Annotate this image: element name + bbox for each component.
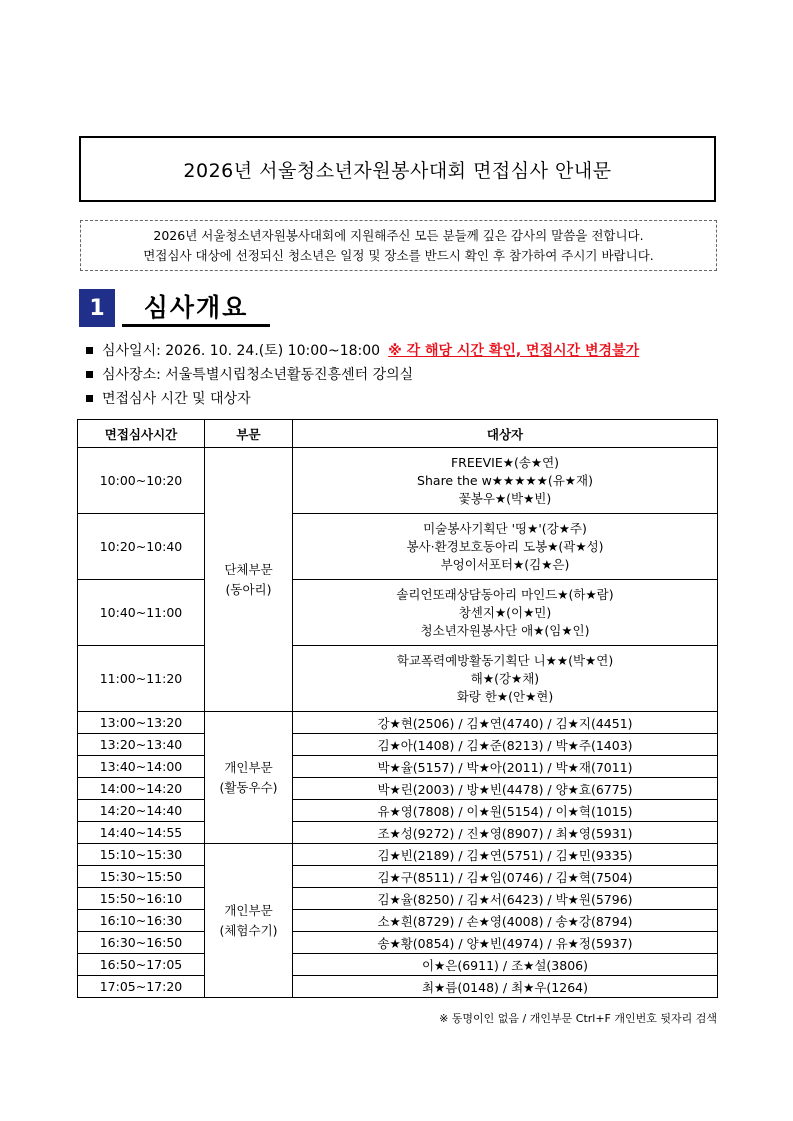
- time-cell: 15:50~16:10: [78, 888, 205, 910]
- participants-cell: 박★린(2003) / 방★빈(4478) / 양★효(6775): [293, 778, 718, 800]
- category-label: 개인부문: [224, 759, 273, 775]
- time-cell: 16:10~16:30: [78, 910, 205, 932]
- time-cell: 11:00~11:20: [78, 646, 205, 712]
- table-row: [78, 580, 718, 646]
- participant-team: 솔리언또래상담동아리 마인드★(하★람): [396, 586, 614, 602]
- participant-team: 미술봉사기획단 '띵★'(강★주): [423, 520, 587, 536]
- bullet-date: [82, 338, 639, 362]
- time-cell: 13:20~13:40: [78, 734, 205, 756]
- table-row: [78, 800, 718, 822]
- schedule-heading: 면접심사 시간 및 대상자: [102, 391, 251, 407]
- document-title: 2026년 서울청소년자원봉사대회 면접심사 안내문: [183, 159, 612, 182]
- participants-cell: 김★빈(2189) / 김★연(5751) / 김★민(9335): [293, 844, 718, 866]
- section-number: 1: [79, 289, 115, 327]
- participant-team: 창센지★(이★민): [458, 604, 552, 620]
- table-row: [78, 910, 718, 932]
- time-cell: 15:30~15:50: [78, 866, 205, 888]
- participant-team: 꽃봉우★(박★빈): [458, 490, 552, 506]
- time-cell: 15:10~15:30: [78, 844, 205, 866]
- square-bullet-icon: [86, 395, 93, 402]
- participants-cell: 조★성(9272) / 진★영(8907) / 최★영(5931): [293, 822, 718, 844]
- document-title-box: [79, 136, 716, 202]
- category-cell-group: [205, 448, 293, 712]
- participants-cell: 이★은(6911) / 조★설(3806): [293, 954, 718, 976]
- participants-cell: 강★현(2506) / 김★연(4740) / 김★지(4451): [293, 712, 718, 734]
- time-warning: ※ 각 해당 시간 확인, 면접시간 변경불가: [388, 343, 640, 359]
- table-row: [78, 932, 718, 954]
- table-row: [78, 822, 718, 844]
- time-cell: 10:00~10:20: [78, 448, 205, 514]
- participant-team: 부엉이서포터★(김★은): [440, 556, 570, 572]
- participant-team: FREEVIE★(송★연): [450, 454, 560, 470]
- participant-team: 해★(강★채): [470, 670, 540, 686]
- participant-team: 화랑 한★(안★현): [456, 688, 554, 704]
- table-row: [78, 514, 718, 580]
- schedule-table: [77, 419, 718, 998]
- exam-place: 심사장소: 서울특별시립청소년활동진흥센터 강의실: [102, 367, 414, 383]
- participants-cell: 박★율(5157) / 박★아(2011) / 박★재(7011): [293, 756, 718, 778]
- participants-cell: 소★흰(8729) / 손★영(4008) / 송★강(8794): [293, 910, 718, 932]
- header-participants: 대상자: [293, 420, 718, 448]
- table-row: [78, 866, 718, 888]
- table-row: [78, 756, 718, 778]
- time-cell: 17:05~17:20: [78, 976, 205, 998]
- participant-team: Share the w★★★★★(유★재): [417, 472, 593, 488]
- category-label: 단체부문: [224, 561, 273, 577]
- bullet-schedule: [82, 386, 639, 410]
- participants-cell: 김★아(1408) / 김★준(8213) / 박★주(1403): [293, 734, 718, 756]
- table-row: [78, 712, 718, 734]
- participants-cell: 최★름(0148) / 최★우(1264): [293, 976, 718, 998]
- table-row: [78, 954, 718, 976]
- overview-bullets: [82, 338, 639, 410]
- participants-cell: 유★영(7808) / 이★원(5154) / 이★혁(1015): [293, 800, 718, 822]
- table-row: [78, 844, 718, 866]
- table-row: [78, 734, 718, 756]
- section-title: 심사개요: [122, 287, 270, 327]
- table-row: [78, 646, 718, 712]
- intro-line-2: 면접심사 대상에 선정되신 청소년은 일정 및 장소를 반드시 확인 후 참가하여 주시기 바랍니다.: [143, 247, 654, 263]
- category-label: 개인부문: [224, 902, 273, 918]
- footnote: ※ 동명이인 없음 / 개인부문 Ctrl+F 개인번호 뒷자리 검색: [439, 1012, 717, 1025]
- time-cell: 14:20~14:40: [78, 800, 205, 822]
- category-cell-activity: [205, 712, 293, 844]
- category-cell-experience: [205, 844, 293, 998]
- participants-cell: 송★황(0854) / 양★빈(4974) / 유★정(5937): [293, 932, 718, 954]
- header-category: 부문: [205, 420, 293, 448]
- time-cell: 14:40~14:55: [78, 822, 205, 844]
- table-row: [78, 888, 718, 910]
- participants-cell: [293, 580, 718, 646]
- square-bullet-icon: [86, 371, 93, 378]
- time-cell: 10:40~11:00: [78, 580, 205, 646]
- time-cell: 13:00~13:20: [78, 712, 205, 734]
- participants-cell: [293, 514, 718, 580]
- time-cell: 14:00~14:20: [78, 778, 205, 800]
- participants-cell: [293, 646, 718, 712]
- category-sublabel: (활동우수): [219, 779, 278, 795]
- header-time: 면접심사시간: [78, 420, 205, 448]
- table-row: [78, 778, 718, 800]
- table-row: [78, 448, 718, 514]
- time-cell: 16:50~17:05: [78, 954, 205, 976]
- time-cell: 16:30~16:50: [78, 932, 205, 954]
- participant-team: 청소년자원봉사단 애★(임★인): [420, 622, 590, 638]
- time-cell: 10:20~10:40: [78, 514, 205, 580]
- category-sublabel: (체험수기): [219, 922, 278, 938]
- participants-cell: 김★구(8511) / 김★임(0746) / 김★혁(7504): [293, 866, 718, 888]
- participant-team: 봉사·환경보호동아리 도봉★(곽★성): [406, 538, 604, 554]
- intro-box: [80, 220, 717, 271]
- square-bullet-icon: [86, 347, 93, 354]
- bullet-place: [82, 362, 639, 386]
- exam-date: 심사일시: 2026. 10. 24.(토) 10:00~18:00: [102, 343, 381, 359]
- participants-cell: [293, 448, 718, 514]
- intro-line-1: 2026년 서울청소년자원봉사대회에 지원해주신 모든 분들께 깊은 감사의 말씀을 전합니다.: [153, 227, 644, 243]
- participants-cell: 김★율(8250) / 김★서(6423) / 박★원(5796): [293, 888, 718, 910]
- table-header-row: [78, 420, 718, 448]
- participant-team: 학교폭력예방활동기획단 니★★(박★연): [396, 652, 614, 668]
- category-sublabel: (동아리): [225, 581, 272, 597]
- table-row: [78, 976, 718, 998]
- time-cell: 13:40~14:00: [78, 756, 205, 778]
